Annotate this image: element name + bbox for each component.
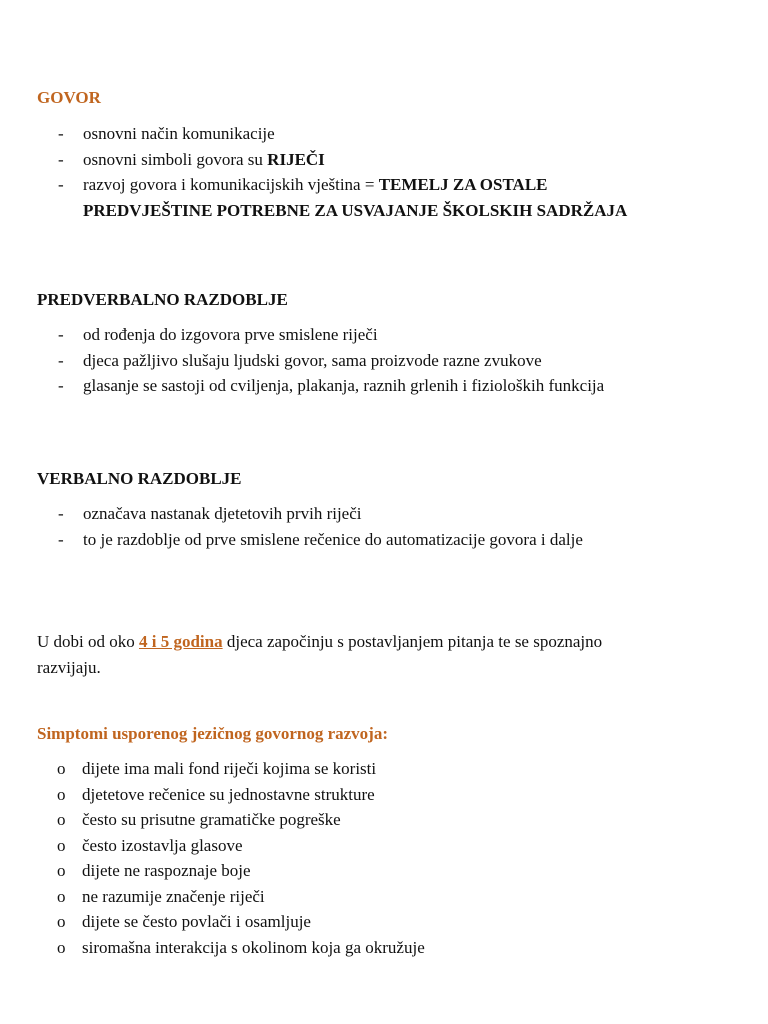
- section-heading-verbalno: VERBALNO RAZDOBLJE: [37, 469, 242, 488]
- list-item: [57, 884, 737, 910]
- circle-bullet-icon: o: [57, 886, 66, 906]
- list-item-text: dijete ne raspoznaje boje: [82, 861, 251, 880]
- list-item: [58, 121, 738, 147]
- list-item-text: djetetove rečenice su jednostavne strukture: [82, 784, 375, 804]
- list-item-text: djeca pažljivo slušaju ljudski govor, sama proizvode razne zvukove: [83, 350, 542, 370]
- dash-marker: -: [58, 350, 64, 370]
- circle-bullet-icon: o: [57, 835, 66, 855]
- section-heading-govor: GOVOR: [37, 88, 101, 107]
- list-item-text: glasanje se sastoji od cviljenja, plakanja, raznih grlenih i fizioloških funkcija: [83, 376, 605, 395]
- list-item-text: dijete ima mali fond riječi kojima se koristi: [82, 759, 377, 778]
- section-heading-simptomi: Simptomi usporenog jezičnog govornog razvoja:: [37, 724, 388, 743]
- list-item-emphasis: RIJEČI: [267, 149, 325, 169]
- list-verbalno: [58, 501, 738, 552]
- list-item: [58, 147, 738, 173]
- list-item: [58, 322, 738, 348]
- dash-marker: -: [58, 376, 64, 395]
- list-simptomi: [57, 756, 737, 960]
- list-item-text: dijete se često povlači i osamljuje: [82, 912, 311, 931]
- list-govor: [58, 121, 738, 223]
- list-item-text: od rođenja do izgovora prve smislene riječi: [83, 325, 378, 344]
- list-item: [58, 501, 738, 527]
- list-item: [57, 833, 737, 859]
- list-item: [57, 756, 737, 782]
- list-item: [58, 527, 738, 553]
- circle-bullet-icon: o: [57, 937, 66, 957]
- circle-bullet-icon: o: [57, 861, 66, 880]
- paragraph-text-before: U dobi od oko: [37, 632, 139, 651]
- circle-bullet-icon: o: [57, 759, 66, 778]
- list-item-text: osnovni način komunikacije: [83, 124, 275, 143]
- dash-marker: -: [58, 175, 64, 194]
- list-item: [57, 909, 737, 935]
- age-link[interactable]: 4 i 5 godina: [139, 632, 223, 651]
- list-predverbalno: [58, 322, 738, 399]
- paragraph-text-after: djeca započinju s postavljanjem pitanja te se spoznajno razvijaju.: [37, 632, 603, 677]
- dash-marker: -: [58, 325, 64, 344]
- list-item-text: često su prisutne gramatičke pogreške: [82, 810, 341, 829]
- dash-marker: -: [58, 124, 64, 143]
- dash-marker: -: [58, 504, 64, 523]
- list-item-text: označava nastanak djetetovih prvih riječi: [83, 504, 362, 523]
- list-item-text: siromašna interakcija s okolinom koja ga okružuje: [82, 937, 425, 957]
- list-item: [57, 807, 737, 833]
- list-item: [57, 935, 737, 961]
- list-item-emphasis: TEMELJ ZA OSTALE PREDVJEŠTINE POTREBNE ZA USVAJANJE ŠKOLSKIH SADRŽAJA: [83, 175, 628, 220]
- list-item-text: često izostavlja glasove: [82, 835, 243, 855]
- list-item: [57, 858, 737, 884]
- dash-marker: -: [58, 529, 64, 549]
- age-paragraph: [37, 629, 657, 680]
- circle-bullet-icon: o: [57, 810, 66, 829]
- list-item: [57, 782, 737, 808]
- circle-bullet-icon: o: [57, 784, 66, 804]
- section-heading-predverbalno: PREDVERBALNO RAZDOBLJE: [37, 290, 288, 309]
- circle-bullet-icon: o: [57, 912, 66, 931]
- list-item: [58, 172, 643, 223]
- list-item: [58, 373, 663, 399]
- list-item-text: razvoj govora i komunikacijskih vještina =: [83, 175, 379, 194]
- list-item-text: osnovni simboli govora su: [83, 149, 268, 169]
- dash-marker: -: [58, 149, 64, 169]
- list-item-text: to je razdoblje od prve smislene rečenice do automatizacije govora i dalje: [83, 529, 583, 549]
- list-item: [58, 348, 738, 374]
- list-item-text: ne razumije značenje riječi: [82, 886, 265, 906]
